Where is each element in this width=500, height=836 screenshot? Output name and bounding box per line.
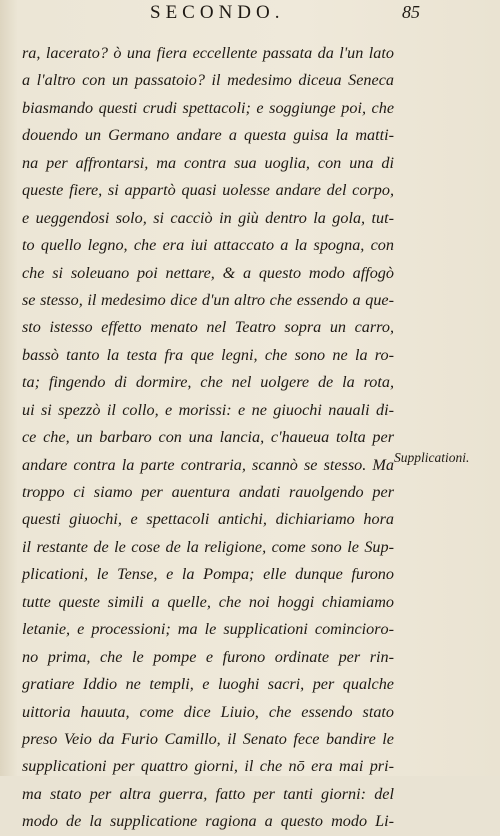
text-line: ra, lacerato? ò una fiera eccellente passata da l'un lato bbox=[22, 44, 394, 62]
text-line: preso Veio da Furio Camillo, il Senato fece bandire le bbox=[22, 729, 394, 748]
text-line: modo de la supplicatione ragiona a questo modo Li- bbox=[22, 812, 394, 831]
text-line: a l'altro con un passatoio? il medesimo diceua Seneca bbox=[22, 71, 394, 90]
text-line: uittoria hauuta, come dice Liuio, che essendo stato bbox=[22, 702, 394, 721]
text-line: andare contra la parte contraria, scannò se stesso. Ma bbox=[22, 455, 394, 474]
text-line: plicationi, le Tense, e la Pompa; elle dunque furono bbox=[22, 565, 394, 584]
text-line: bassò tanto la testa fra que legni, che sono ne la ro- bbox=[22, 345, 394, 364]
text-line: troppo ci siamo per auentura andati rauolgendo per bbox=[22, 483, 394, 501]
text-line: sto istesso effetto menato nel Teatro sopra un carro, bbox=[22, 318, 394, 337]
text-line: supplicationi per quattro giorni, il che nō era mai pri- bbox=[22, 757, 394, 776]
text-line: to quello legno, che era iui attaccato a la spogna, con bbox=[22, 236, 394, 255]
text-line: tutte queste simili a quelle, che noi hoggi chiamiamo bbox=[22, 592, 394, 611]
text-line: se stesso, il medesimo dice d'un altro che essendo a que- bbox=[22, 290, 394, 309]
text-line: e ueggendosi solo, si cacciò in giù dentro la gola, tut- bbox=[22, 208, 394, 227]
text-line: che si soleuano poi nettare, & a questo modo affogò bbox=[22, 263, 394, 282]
text-line: queste fiere, si appartò quasi uolesse andare del corpo, bbox=[22, 181, 394, 200]
text-line: douendo un Germano andare a questa guisa la matti- bbox=[22, 126, 394, 145]
text-line: na per affrontarsi, ma contra sua uoglia, con una di bbox=[22, 153, 394, 172]
text-line: biasmando questi crudi spettacoli; e soggiunge poi, che bbox=[22, 98, 394, 117]
text-line: questi giuochi, e spettacoli antichi, dichiariamo hora bbox=[22, 510, 394, 529]
text-line: ce che, un barbaro con una lancia, c'haueua tolta per bbox=[22, 428, 394, 447]
page-number: 85 bbox=[402, 2, 420, 22]
text-line: gratiare Iddio ne templi, e luoghi sacri, per qualche bbox=[22, 675, 394, 694]
margin-note: Supplicationi. bbox=[394, 450, 470, 465]
body-text bbox=[22, 40, 394, 836]
text-line: ta; fingendo di dormire, che nel uolgere de la rota, bbox=[22, 373, 394, 392]
text-line: ma stato per altra guerra, fatto per tanti giorni: del bbox=[22, 784, 394, 803]
text-line: il restante de le cose de la religione, come sono le Sup- bbox=[22, 537, 394, 556]
running-head: SECONDO. bbox=[150, 2, 285, 23]
text-line: no prima, che le pompe e furono ordinate per rin- bbox=[22, 647, 394, 666]
text-line: ui si spezzò il collo, e morissi: e ne giuochi nauali di- bbox=[22, 400, 394, 419]
text-line: letanie, e processioni; ma le supplicationi cominciorо- bbox=[22, 620, 394, 639]
